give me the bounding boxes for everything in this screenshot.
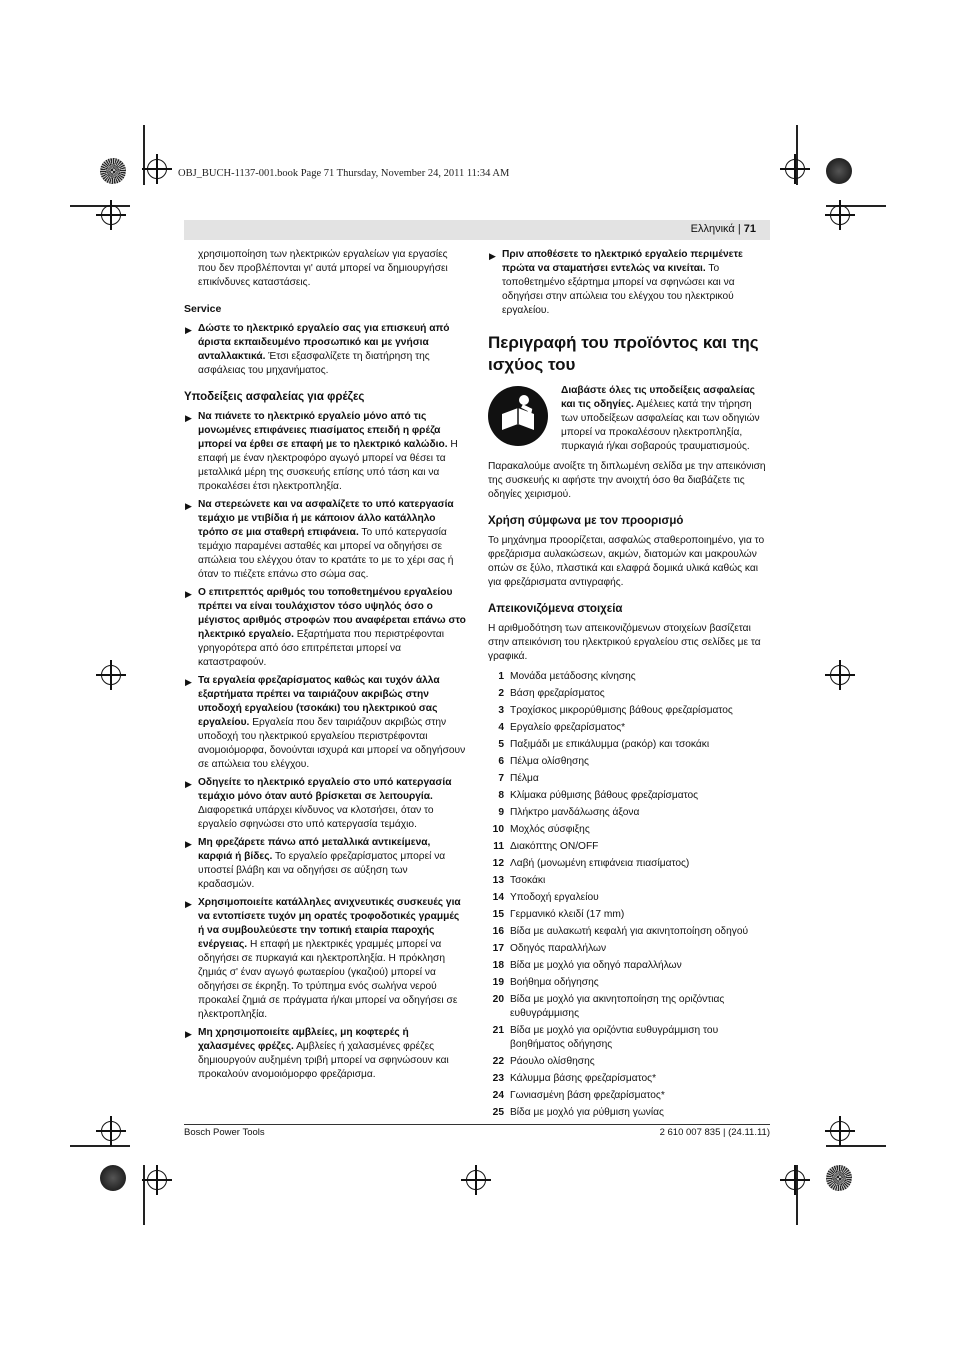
- component-number: 23: [492, 1073, 504, 1084]
- component-label: Ράουλο ολίσθησης: [510, 1056, 595, 1067]
- component-label: Βίδα με μοχλό για οδηγό παραλλήλων: [510, 960, 682, 971]
- component-number: 6: [498, 756, 504, 767]
- bullet-bold: Μη φρεζάρετε πάνω από μεταλλικά αντικείμενα, καρφιά ή βίδες.: [198, 837, 431, 862]
- component-item: [488, 942, 770, 956]
- registration-mark-icon: [147, 159, 167, 179]
- component-label: Πλήκτρο μανδάλωσης άξονα: [510, 807, 640, 818]
- component-number: 4: [498, 722, 504, 733]
- component-number: 19: [492, 977, 504, 988]
- component-item: [488, 857, 770, 871]
- component-label: Γωνιασμένη βάση φρεζαρίσματος*: [510, 1090, 665, 1101]
- component-number: 21: [492, 1025, 504, 1036]
- component-number: 12: [492, 858, 504, 869]
- bullet-text: Αμβλείες ή χαλασμένες φρέζες δημιουργούν αυξημένη τριβή μπορεί να σφηνώσουν και προκαλούν ανομοιόμορφο φρεζάρισμα.: [198, 1041, 449, 1080]
- component-number: 25: [492, 1107, 504, 1118]
- component-number: 1: [498, 671, 504, 682]
- gray-patch-icon: [826, 158, 852, 184]
- component-label: Βίδα με μοχλό για ακινητοποίηση της οριζόντιας ευθυγράμμισης: [510, 994, 725, 1019]
- warning-bold: Διαβάστε όλες τις υποδείξεις ασφαλείας και τις οδηγίες.: [561, 385, 755, 410]
- component-label: Μοχλός σύσφιξης: [510, 824, 590, 835]
- bullet-bold: Τα εργαλεία φρεζαρίσματος καθώς και τυχόν άλλα εξαρτήματα πρέπει να ταιριάζουν ακριβώς στην υποδοχή εργαλείου (τσοκάκι) του ηλεκτρικού σας εργαλείου.: [198, 675, 440, 728]
- components-intro: Η αριθμοδότηση των απεικονιζόμενων στοιχείων βασίζεται στην απεικόνιση του ηλεκτρικού εργαλείου στις σελίδες με τα γραφικά.: [488, 623, 761, 662]
- component-number: 10: [492, 824, 504, 835]
- component-item: [488, 721, 770, 735]
- registration-mark-icon: [147, 1170, 167, 1190]
- component-number: 5: [498, 739, 504, 750]
- bullet-bold: Χρησιμοποιείτε κατάλληλες ανιχνευτικές συσκευές για να εντοπίσετε τυχόν μη ορατές τροφοδοτικές γραμμές ή να συμβουλεύεστε την τοπική εταιρία παροχής ενέργειας.: [198, 897, 461, 950]
- component-label: Βοήθημα οδήγησης: [510, 977, 599, 988]
- bullet-text: Εξαρτήματα που περιστρέφονται γρηγορότερα από όσο επιτρέπεται μπορεί να καταστραφούν.: [198, 629, 445, 668]
- component-number: 3: [498, 705, 504, 716]
- bullet-triangle-icon: ▶: [185, 677, 192, 687]
- intended-use-text: Το μηχάνημα προορίζεται, ασφαλώς σταθεροποιημένο, για το φρεζάρισμα αυλακώσεων, ακμών, διατομών και μακρουλών οπών σε ξύλο, πλαστικά και ελαφρά δομικά υλικά καθώς και για φρεζάρισματα αντιγραφής.: [488, 535, 765, 588]
- component-item: [488, 891, 770, 905]
- bullet-text: Η επαφή με έναν ηλεκτροφόρο αγωγό μπορεί να θέσει τα μεταλλικά μέρη της συσκευής επίσης υπό τάση και να προκαλέσει έτσι ηλεκτροπληξία.: [198, 439, 458, 492]
- section-title: Περιγραφή του προϊόντος και της ισχύος του: [488, 333, 759, 374]
- component-label: Βίδα με αυλακωτή κεφαλή για ακινητοποίηση οδηγού: [510, 926, 749, 937]
- component-item: [488, 823, 770, 837]
- component-number: 14: [492, 892, 504, 903]
- component-label: Λαβή (μονωμένη επιφάνεια πιασίματος): [510, 858, 690, 869]
- bullet-text: Το υπό κατεργασία τεμάχιο παραμένει ασταθές και μπορεί να οδηγήσει σε απώλεια του ελέγχου όταν το κρατάτε το με το χέρι σας ή όταν το πιέζετε επάνω στο σώμα σας.: [198, 527, 454, 580]
- component-label: Τσοκάκι: [510, 875, 546, 886]
- bullet-item: [184, 836, 466, 892]
- registration-mark-icon: [830, 665, 850, 685]
- bullet-bold: Δώστε το ηλεκτρικό εργαλείο σας για επισκευή από άριστα εκπαιδευμένο προσωπικό και με γνήσια ανταλλακτικά.: [198, 323, 450, 362]
- bullet-bold: Να πιάνετε το ηλεκτρικό εργαλείο μόνο από τις μονωμένες επιφάνειες πιασίματος επειδή η φρέζα μπορεί να έρθει σε επαφή με το ηλεκτρικό καλώδιο.: [198, 411, 448, 450]
- component-number: 17: [492, 943, 504, 954]
- component-item: [488, 1072, 770, 1086]
- component-label: Εργαλείο φρεζαρίσματος*: [510, 722, 626, 733]
- registration-mark-icon: [830, 1121, 850, 1141]
- registration-mark-icon: [785, 159, 805, 179]
- page-header: [184, 220, 770, 240]
- bullet-triangle-icon: ▶: [185, 413, 192, 423]
- component-item: [488, 789, 770, 803]
- bullet-bold: Πριν αποθέσετε το ηλεκτρικό εργαλείο περιμένετε πρώτα να σταματήσει εντελώς να κινείται.: [502, 249, 743, 274]
- bullet-bold: Να στερεώνετε και να ασφαλίζετε το υπό κατεργασία τεμάχιο με ντιβίδια ή με κάποιον άλλο κατάλληλο τρόπο σε μια σταθερή επιφάνεια.: [198, 499, 454, 538]
- footer-rule: [184, 1124, 770, 1125]
- component-item: [488, 976, 770, 990]
- safety-bullets: [184, 410, 466, 1082]
- component-label: Γερμανικό κλειδί (17 mm): [510, 909, 625, 920]
- bullet-triangle-icon: ▶: [185, 839, 192, 849]
- bullet-text: Η επαφή με ηλεκτρικές γραμμές μπορεί να οδηγήσει σε πυρκαγιά και ηλεκτροπληξία. Η πρόκληση ζημιάς σ' έναν αγωγό φωταερίου (γκαζιού) μπορεί να οδηγήσει σε έκρηξη. Το τρύπημα ενός σωλήνα νερού προκαλεί ζημιά σε πράγματα ή/και μπορεί να οδηγήσει σε ηλεκτροπληξία.: [198, 939, 458, 1020]
- component-label: Μονάδα μετάδοσης κίνησης: [510, 671, 636, 682]
- component-number: 18: [492, 960, 504, 971]
- component-number: 7: [498, 773, 504, 784]
- bullet-triangle-icon: ▶: [185, 899, 192, 909]
- warning-text: Αμέλειες κατά την τήρηση των υποδείξεων ασφαλείας και των οδηγιών μπορεί να προκαλέσουν ηλεκτροπληξία, πυρκαγιά ή/και σοβαρούς τραυματισμούς.: [561, 399, 760, 452]
- component-item: [488, 755, 770, 769]
- component-item: [488, 738, 770, 752]
- service-heading: Service: [184, 303, 222, 315]
- footer-brand: Bosch Power Tools: [184, 1127, 265, 1138]
- component-number: 16: [492, 926, 504, 937]
- color-wheel-icon: [100, 158, 126, 184]
- registration-mark-icon: [785, 1170, 805, 1190]
- component-item: [488, 993, 770, 1021]
- bullet-item: [184, 896, 466, 1022]
- component-label: Υποδοχή εργαλείου: [510, 892, 599, 903]
- bullet-triangle-icon: ▶: [185, 325, 192, 335]
- header-language: Ελληνικά: [690, 223, 735, 235]
- registration-mark-icon: [101, 205, 121, 225]
- component-item: [488, 1089, 770, 1103]
- components-heading: Απεικονιζόμενα στοιχεία: [488, 603, 623, 615]
- component-item: [488, 959, 770, 973]
- color-wheel-icon: [826, 1165, 852, 1191]
- bullet-item: [184, 776, 466, 832]
- component-item: [488, 874, 770, 888]
- left-column: [184, 248, 466, 1086]
- registration-mark-icon: [101, 665, 121, 685]
- component-number: 8: [498, 790, 504, 801]
- component-item: [488, 1055, 770, 1069]
- bullet-bold: Μη χρησιμοποιείτε αμβλείες, μη κοφτερές ή χαλασμένες φρέζες.: [198, 1027, 409, 1052]
- component-number: 2: [498, 688, 504, 699]
- bullet-triangle-icon: ▶: [185, 501, 192, 511]
- header-separator: |: [734, 223, 744, 235]
- component-label: Πέλμα ολίσθησης: [510, 756, 589, 767]
- component-label: Βίδα με μοχλό για οριζόντια ευθυγράμμιση του βοηθήματος οδήγησης: [510, 1025, 719, 1050]
- registration-mark-icon: [466, 1170, 486, 1190]
- bullet-item: [184, 498, 466, 582]
- component-item: [488, 687, 770, 701]
- component-item: [488, 1106, 770, 1120]
- component-number: 13: [492, 875, 504, 886]
- gray-patch-icon: [100, 1165, 126, 1191]
- component-item: [488, 806, 770, 820]
- bullet-text: Έτσι εξασφαλίζετε τη διατήρηση της ασφάλειας του μηχανήματος.: [198, 351, 430, 376]
- intended-use-heading: Χρήση σύμφωνα με τον προορισμό: [488, 515, 684, 527]
- page-number: 71: [743, 223, 756, 235]
- component-item: [488, 704, 770, 718]
- bullet-item: [184, 674, 466, 772]
- bullet-bold: Ο επιτρεπτός αριθμός του τοποθετημένου εργαλείου πρέπει να είναι τουλάχιστον τόσο υψηλός όσο ο μέγιστος αριθμός στροφών που αναφέρεται επάνω στο ηλεκτρικό εργαλείο.: [198, 587, 466, 640]
- component-label: Πέλμα: [510, 773, 539, 784]
- fold-out-note: Παρακαλούμε ανοίξτε τη διπλωμένη σελίδα με την απεικόνιση της συσκευής κι αφήστε την ανοιχτή όσο θα διαβάζετε τις οδηγίες χειρισμού.: [488, 461, 766, 500]
- component-item: [488, 925, 770, 939]
- bullet-text: Το εργαλείο φρεζαρίσματος μπορεί να υποστεί βλάβη και να οδηγήσει σε αύξηση των κραδασμών.: [198, 851, 446, 890]
- component-item: [488, 908, 770, 922]
- read-manual-icon: [488, 386, 548, 446]
- component-label: Τροχίσκος μικρορύθμισης βάθους φρεζαρίσματος: [510, 705, 733, 716]
- component-number: 22: [492, 1056, 504, 1067]
- bullet-text: Διαφορετικά υπάρχει κίνδυνος να κλοτσήσει, όταν το εργαλείο σφηνώσει στο υπό κατεργασία τεμάχιο.: [198, 805, 434, 830]
- component-label: Βίδα με μοχλό για ρύθμιση γωνίας: [510, 1107, 664, 1118]
- component-number: 24: [492, 1090, 504, 1101]
- print-slug: OBJ_BUCH-1137-001.book Page 71 Thursday, November 24, 2011 11:34 AM: [178, 168, 510, 179]
- component-label: Κάλυμμα βάσης φρεζαρίσματος*: [510, 1073, 657, 1084]
- components-list: [488, 670, 770, 1120]
- registration-mark-icon: [830, 205, 850, 225]
- component-label: Βάση φρεζαρίσματος: [510, 688, 605, 699]
- bullet-bold: Οδηγείτε το ηλεκτρικό εργαλείο στο υπό κατεργασία τεμάχιο μόνο όταν αυτό βρίσκεται σε λειτουργία.: [198, 777, 452, 802]
- component-item: [488, 1024, 770, 1052]
- component-item: [488, 670, 770, 684]
- bullet-item: [184, 1026, 466, 1082]
- registration-mark-icon: [101, 1121, 121, 1141]
- bullet-text: Εργαλεία που δεν ταιριάζουν ακριβώς στην υποδοχή του ηλεκτρικού εργαλείου περιστρέφονται ανομοιόμορφα, δονούνται ισχυρά και μπορεί να οδηγήσουν σε απώλεια του ελέγχου.: [198, 717, 466, 770]
- component-item: [488, 840, 770, 854]
- bullet-item: [488, 248, 770, 318]
- component-number: 9: [498, 807, 504, 818]
- bullet-text: Το τοποθετημένο εξάρτημα μπορεί να σφηνώσει και να οδηγήσει στην απώλεια του ελέγχου του ηλεκτρικού εργαλείου.: [502, 263, 735, 316]
- component-number: 15: [492, 909, 504, 920]
- safety-heading: Υποδείξεις ασφαλείας για φρέζες: [184, 391, 365, 403]
- component-item: [488, 772, 770, 786]
- component-label: Κλίμακα ρύθμισης βάθους φρεζαρίσματος: [510, 790, 699, 801]
- bullet-item: [184, 410, 466, 494]
- bullet-triangle-icon: ▶: [185, 779, 192, 789]
- component-label: Διακόπτης ON/OFF: [510, 841, 599, 852]
- intro-paragraph: χρησιμοποίηση των ηλεκτρικών εργαλείων για εργασίες που δεν προβλέπονται γι' αυτά μπορεί να δημιουργήσει επικίνδυνες καταστάσεις.: [198, 249, 448, 288]
- read-instructions-notice: [488, 384, 770, 454]
- bullet-triangle-icon: ▶: [185, 589, 192, 599]
- bullet-item: [184, 586, 466, 670]
- component-number: 11: [493, 841, 504, 852]
- component-number: 20: [492, 994, 504, 1005]
- right-column: [488, 248, 770, 1123]
- bullet-triangle-icon: ▶: [185, 1029, 192, 1039]
- bullet-item: [184, 322, 466, 378]
- component-label: Παξιμάδι με επικάλυμμα (ρακόρ) και τσοκάκι: [510, 739, 710, 750]
- component-label: Οδηγός παραλλήλων: [510, 943, 607, 954]
- bullet-triangle-icon: ▶: [489, 251, 496, 261]
- footer-docnumber: 2 610 007 835 | (24.11.11): [659, 1127, 770, 1138]
